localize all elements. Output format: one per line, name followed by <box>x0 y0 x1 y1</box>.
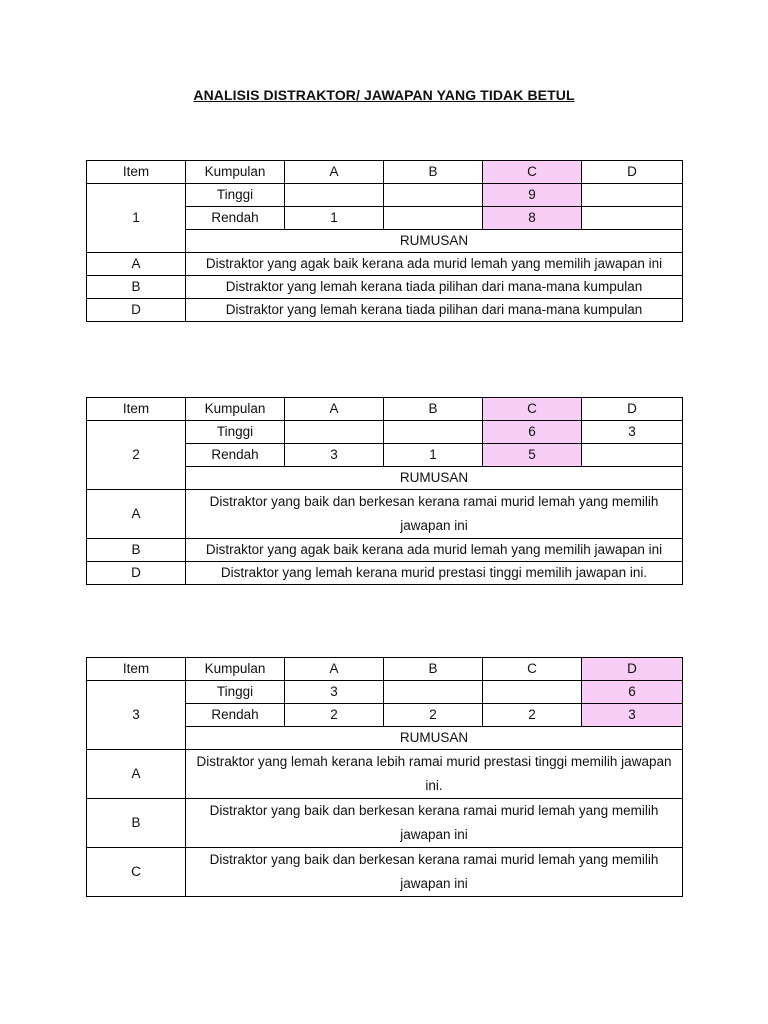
rumusan-option: B <box>87 276 186 299</box>
rumusan-text: Distraktor yang baik dan berkesan kerana ramai murid lemah yang memilih jawapan ini <box>186 848 683 897</box>
page-title: ANALISIS DISTRAKTOR/ JAWAPAN YANG TIDAK BETUL <box>193 87 575 103</box>
group-label: Rendah <box>186 207 285 230</box>
cell-c-key: 8 <box>483 207 582 230</box>
rumusan-entry <box>87 490 683 539</box>
header-b: B <box>384 658 483 681</box>
item-number: 3 <box>87 681 186 750</box>
cell-a: 3 <box>285 444 384 467</box>
rumusan-text: Distraktor yang agak baik kerana ada murid lemah yang memilih jawapan ini <box>186 253 683 276</box>
header-row <box>87 658 683 681</box>
group-label: Rendah <box>186 704 285 727</box>
header-d-key: D <box>582 658 683 681</box>
rumusan-entry <box>87 562 683 585</box>
rumusan-entry <box>87 276 683 299</box>
cell-d <box>582 444 683 467</box>
group-label: Tinggi <box>186 681 285 704</box>
header-a: A <box>285 658 384 681</box>
header-row <box>87 161 683 184</box>
header-row <box>87 398 683 421</box>
item-1-table <box>86 160 683 322</box>
rumusan-option: C <box>87 848 186 897</box>
item-number: 1 <box>87 184 186 253</box>
cell-a <box>285 184 384 207</box>
header-kumpulan: Kumpulan <box>186 398 285 421</box>
cell-a: 3 <box>285 681 384 704</box>
rumusan-entry <box>87 253 683 276</box>
header-item: Item <box>87 398 186 421</box>
header-a: A <box>285 398 384 421</box>
rumusan-option: D <box>87 299 186 322</box>
cell-b <box>384 184 483 207</box>
cell-c-key: 5 <box>483 444 582 467</box>
cell-d-key: 6 <box>582 681 683 704</box>
rumusan-label: RUMUSAN <box>186 727 683 750</box>
cell-c-key: 6 <box>483 421 582 444</box>
cell-b <box>384 681 483 704</box>
rumusan-option: A <box>87 490 186 539</box>
header-b: B <box>384 161 483 184</box>
cell-d: 3 <box>582 421 683 444</box>
cell-b: 2 <box>384 704 483 727</box>
cell-a <box>285 421 384 444</box>
rumusan-text: Distraktor yang agak baik kerana ada murid lemah yang memilih jawapan ini <box>186 539 683 562</box>
cell-a: 1 <box>285 207 384 230</box>
item-3-table <box>86 657 683 897</box>
cell-d <box>582 207 683 230</box>
rumusan-text: Distraktor yang baik dan berkesan kerana ramai murid lemah yang memilih jawapan ini <box>186 490 683 539</box>
cell-c <box>483 681 582 704</box>
rumusan-entry <box>87 299 683 322</box>
rumusan-label: RUMUSAN <box>186 230 683 253</box>
rumusan-entry <box>87 799 683 848</box>
cell-b <box>384 421 483 444</box>
rumusan-option: A <box>87 253 186 276</box>
rumusan-entry <box>87 848 683 897</box>
rumusan-entry <box>87 539 683 562</box>
row-tinggi <box>87 184 683 207</box>
item-number: 2 <box>87 421 186 490</box>
cell-d-key: 3 <box>582 704 683 727</box>
cell-b: 1 <box>384 444 483 467</box>
rumusan-option: A <box>87 750 186 799</box>
rumusan-text: Distraktor yang lemah kerana tiada pilihan dari mana-mana kumpulan <box>186 276 683 299</box>
row-tinggi <box>87 421 683 444</box>
cell-c: 2 <box>483 704 582 727</box>
rumusan-option: B <box>87 799 186 848</box>
header-b: B <box>384 398 483 421</box>
rumusan-option: B <box>87 539 186 562</box>
header-c-key: C <box>483 398 582 421</box>
group-label: Tinggi <box>186 421 285 444</box>
cell-a: 2 <box>285 704 384 727</box>
cell-d <box>582 184 683 207</box>
cell-c-key: 9 <box>483 184 582 207</box>
header-d: D <box>582 398 683 421</box>
cell-b <box>384 207 483 230</box>
row-tinggi <box>87 681 683 704</box>
header-item: Item <box>87 658 186 681</box>
header-c-key: C <box>483 161 582 184</box>
rumusan-text: Distraktor yang lemah kerana lebih ramai murid prestasi tinggi memilih jawapan ini. <box>186 750 683 799</box>
rumusan-text: Distraktor yang lemah kerana tiada pilihan dari mana-mana kumpulan <box>186 299 683 322</box>
rumusan-entry <box>87 750 683 799</box>
header-a: A <box>285 161 384 184</box>
rumusan-label: RUMUSAN <box>186 467 683 490</box>
header-item: Item <box>87 161 186 184</box>
group-label: Rendah <box>186 444 285 467</box>
header-kumpulan: Kumpulan <box>186 161 285 184</box>
header-d: D <box>582 161 683 184</box>
rumusan-text: Distraktor yang lemah kerana murid prestasi tinggi memilih jawapan ini. <box>186 562 683 585</box>
rumusan-option: D <box>87 562 186 585</box>
group-label: Tinggi <box>186 184 285 207</box>
item-2-table <box>86 397 683 585</box>
rumusan-text: Distraktor yang baik dan berkesan kerana ramai murid lemah yang memilih jawapan ini <box>186 799 683 848</box>
header-c: C <box>483 658 582 681</box>
header-kumpulan: Kumpulan <box>186 658 285 681</box>
